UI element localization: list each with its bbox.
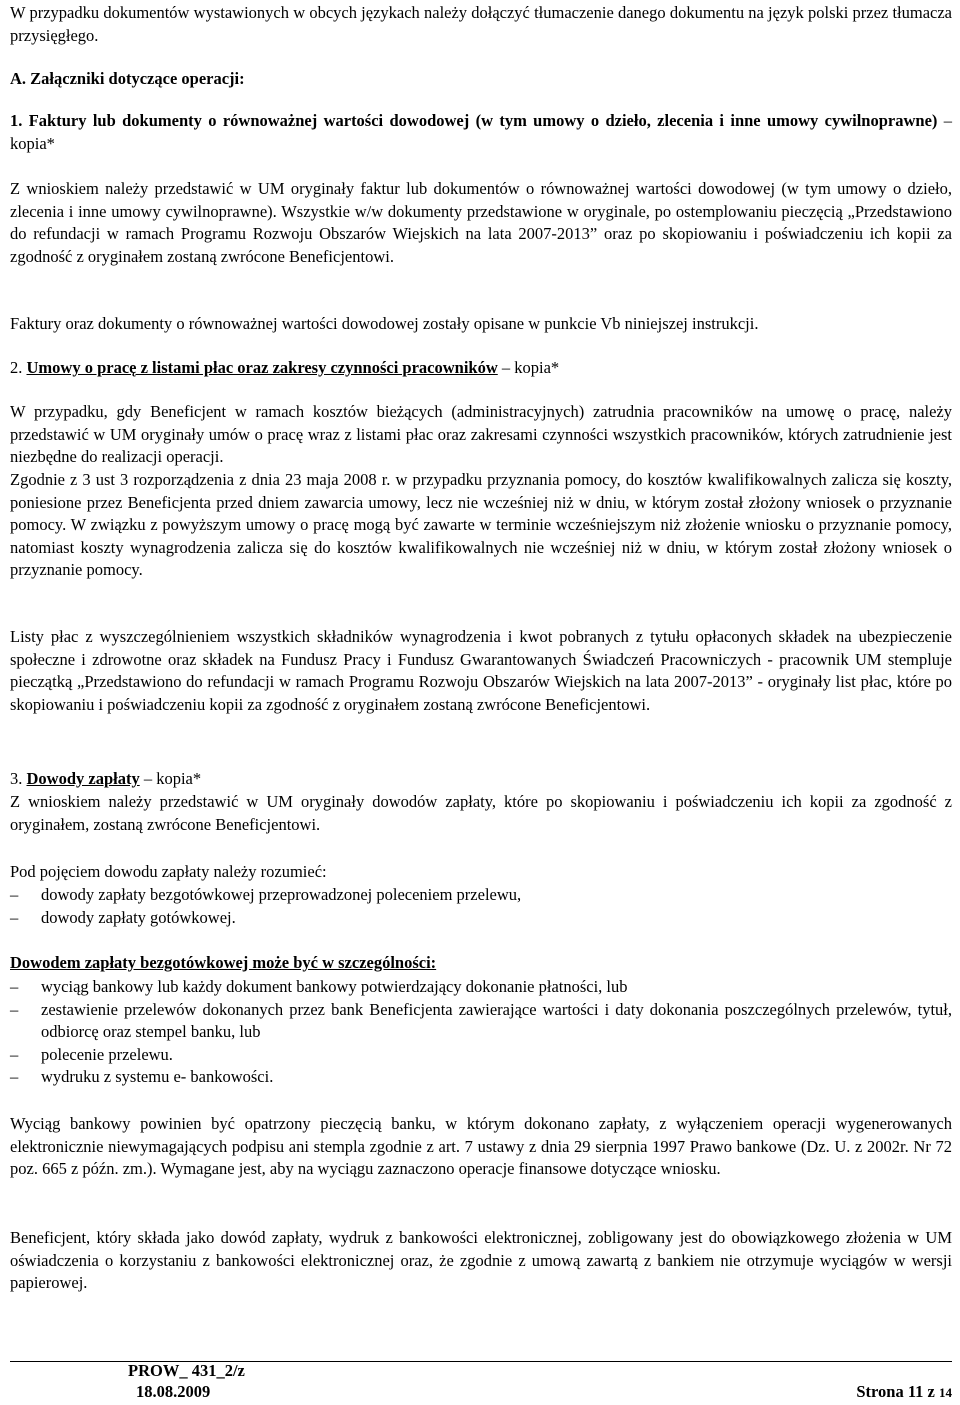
item1-paragraph1 <box>10 178 952 268</box>
intro-paragraph: W przypadku dokumentów wystawionych w obcych językach należy dołączyć tłumaczenie danego dokumentu na język polski przez tłumacza przysięgłego. <box>10 3 952 45</box>
list-item <box>10 1044 952 1067</box>
footer-date: 18.08.2009 <box>136 1382 211 1401</box>
dash-bullet-icon: – <box>10 1067 19 1086</box>
dash-bullet-icon: – <box>10 907 19 927</box>
list-item-text: zestawienie przelewów dokonanych przez bank Beneficjenta zawierające wartości i daty dokonania poszczególnych przelewów, tytuł, odbiorcę oraz stempel banku, lub <box>41 999 952 1041</box>
item3-paragraph3: Beneficjent, który składa jako dowód zapłaty, wydruk z bankowości elektronicznej, zobligowany jest do obowiązkowego złożenia w UM oświadczenia o korzystaniu z bankowości elektronicznej oraz, że zgodnie z umową zawartą z bankiem nie otrzymuje wyciągów w wersji papierowej. <box>10 1228 952 1292</box>
dash-bullet-icon: – <box>10 1044 19 1064</box>
footer-page-label: Strona 11 z <box>856 1382 939 1401</box>
item3-list1 <box>10 884 952 929</box>
footer-code: PROW_ 431_2/z <box>128 1361 245 1380</box>
list-item <box>10 884 952 907</box>
item3-list2-intro: Dowodem zapłaty bezgotówkowej może być w szczególności: <box>10 953 437 972</box>
list-item-text: dowody zapłaty gotówkowej. <box>41 907 236 927</box>
item3-list2 <box>10 976 952 1089</box>
item2-heading-text: Umowy o pracę z listami płac oraz zakresy czynności pracowników <box>26 358 498 377</box>
item1-para1-part2: Wszystkie w/w dokumenty przedstawione w oryginale, po ostemplowaniu pieczęcią „Przedstawiono do refundacji w ramach Programu Rozwoju Obszarów Wiejskich na lata 2007-2013” oraz po skopiowaniu i poświadczeniu ich kopii za zgodność z oryginałem zostaną zwrócone Beneficjentowi. <box>10 201 952 266</box>
item2-heading <box>10 357 952 380</box>
list-item-text: dowody zapłaty bezgotówkowej przeprowadzonej poleceniem przelewu, <box>41 885 522 904</box>
item3-paragraph2: Wyciąg bankowy powinien być opatrzony pieczęcią banku, w którym dokonano zapłaty, z wyłączeniem operacji wygenerowanych elektronicznie niewymagających podpisu ani stempla zgodnie z art. 7 ustawy z dnia 29 sierpnia 1997 Prawo bankowe (Dz. U. z 2002r. Nr 72 poz. 665 z późn. zm.). Wymagane jest, aby na wyciągu zaznaczono operacje finansowe dotyczące wniosku. <box>10 1114 952 1178</box>
list-item <box>10 976 952 999</box>
item2-paragraph1: W przypadku, gdy Beneficjent w ramach kosztów bieżących (administracyjnych) zatrudnia pracowników na umowę o pracę, należy przedstawić w UM oryginały umów o pracę wraz z listami płac oraz zakresami czynności wszystkich pracowników, których zatrudnienie jest niezbędne do realizacji operacji. <box>10 402 952 466</box>
list-item <box>10 1066 952 1089</box>
item1-paragraph2: Faktury oraz dokumenty o równoważnej wartości dowodowej zostały opisane w punkcie Vb niniejszej instrukcji. <box>10 314 759 333</box>
item3-heading-text: Dowody zapłaty <box>26 769 140 788</box>
item1-heading <box>10 110 952 155</box>
item1-heading-text: 1. Faktury lub dokumenty o równoważnej wartości dowodowej (w tym umowy o dzieło, zlecenia i inne umowy cywilnoprawne) <box>10 111 938 130</box>
item3-paragraph1: Z wnioskiem należy przedstawić w UM oryginały dowodów zapłaty, które po skopiowaniu i poświadczeniu ich kopii za zgodność z oryginałem, zostaną zwrócone Beneficjentowi. <box>10 792 952 834</box>
item2-suffix: – kopia* <box>497 358 560 377</box>
list-item <box>10 999 952 1044</box>
item3-list1-intro: Pod pojęciem dowodu zapłaty należy rozumieć: <box>10 862 327 881</box>
item2-paragraph3: Listy płac z wyszczególnieniem wszystkich składników wynagrodzenia i kwot pobranych z tytułu opłaconych składek na ubezpieczenie społeczne i zdrowotne oraz składek na Fundusz Pracy i Fundusz Gwarantowanych Świadczeń Pracowniczych - pracownik UM stempluje pieczątką „Przedstawiono do refundacji w ramach Programu Rozwoju Obszarów Wiejskich na lata 2007-2013” - oryginały list płac, które po skopiowaniu i poświadczeniu kopii za zgodność z oryginałem zostaną zwrócone Beneficjentowi. <box>10 627 952 714</box>
item3-number: 3. <box>10 769 27 788</box>
item3-suffix: – kopia* <box>139 769 202 788</box>
item1-para1-part1: Z wnioskiem należy przedstawić w UM oryginały faktur lub dokumentów o równoważnej wartości dowodowej (w tym umowy o dzieło, zlecenia i inne umowy cywilnoprawne). <box>10 179 952 221</box>
list-item-text: wydruku z systemu e- bankowości. <box>41 1067 274 1086</box>
item2-paragraph2: Zgodnie z 3 ust 3 rozporządzenia z dnia 23 maja 2008 r. w przypadku przyznania pomocy, do kosztów kwalifikowalnych zalicza się koszty, poniesione przez Beneficjenta przed dniem zawarcia umowy, lecz nie wcześniej niż w dniu, w którym został złożony wniosek o przyznanie pomocy. W związku z powyższym umowy o pracę mogą być zawarte w terminie wcześniejszym niż złożenie wniosku o przyznanie pomocy, natomiast koszty wynagrodzenia zalicza się do kosztów kwalifikowalnych nie wcześniej niż w dniu, w którym został złożony wniosek o przyznanie pomocy. <box>10 470 952 579</box>
item1-suffix: – kopia* <box>10 111 953 153</box>
list-item-text: polecenie przelewu. <box>41 1044 173 1064</box>
dash-bullet-icon: – <box>10 977 19 996</box>
dash-bullet-icon: – <box>10 885 19 904</box>
list-item-text: wyciąg bankowy lub każdy dokument bankowy potwierdzający dokonanie płatności, lub <box>41 977 628 996</box>
item3-heading <box>10 768 952 791</box>
section-a-heading: A. Załączniki dotyczące operacji: <box>10 69 245 88</box>
list-item <box>10 907 952 930</box>
item2-number: 2. <box>10 358 27 377</box>
footer-page-total: 14 <box>939 1385 952 1400</box>
dash-bullet-icon: – <box>10 999 19 1019</box>
footer-page-number <box>856 1381 952 1405</box>
